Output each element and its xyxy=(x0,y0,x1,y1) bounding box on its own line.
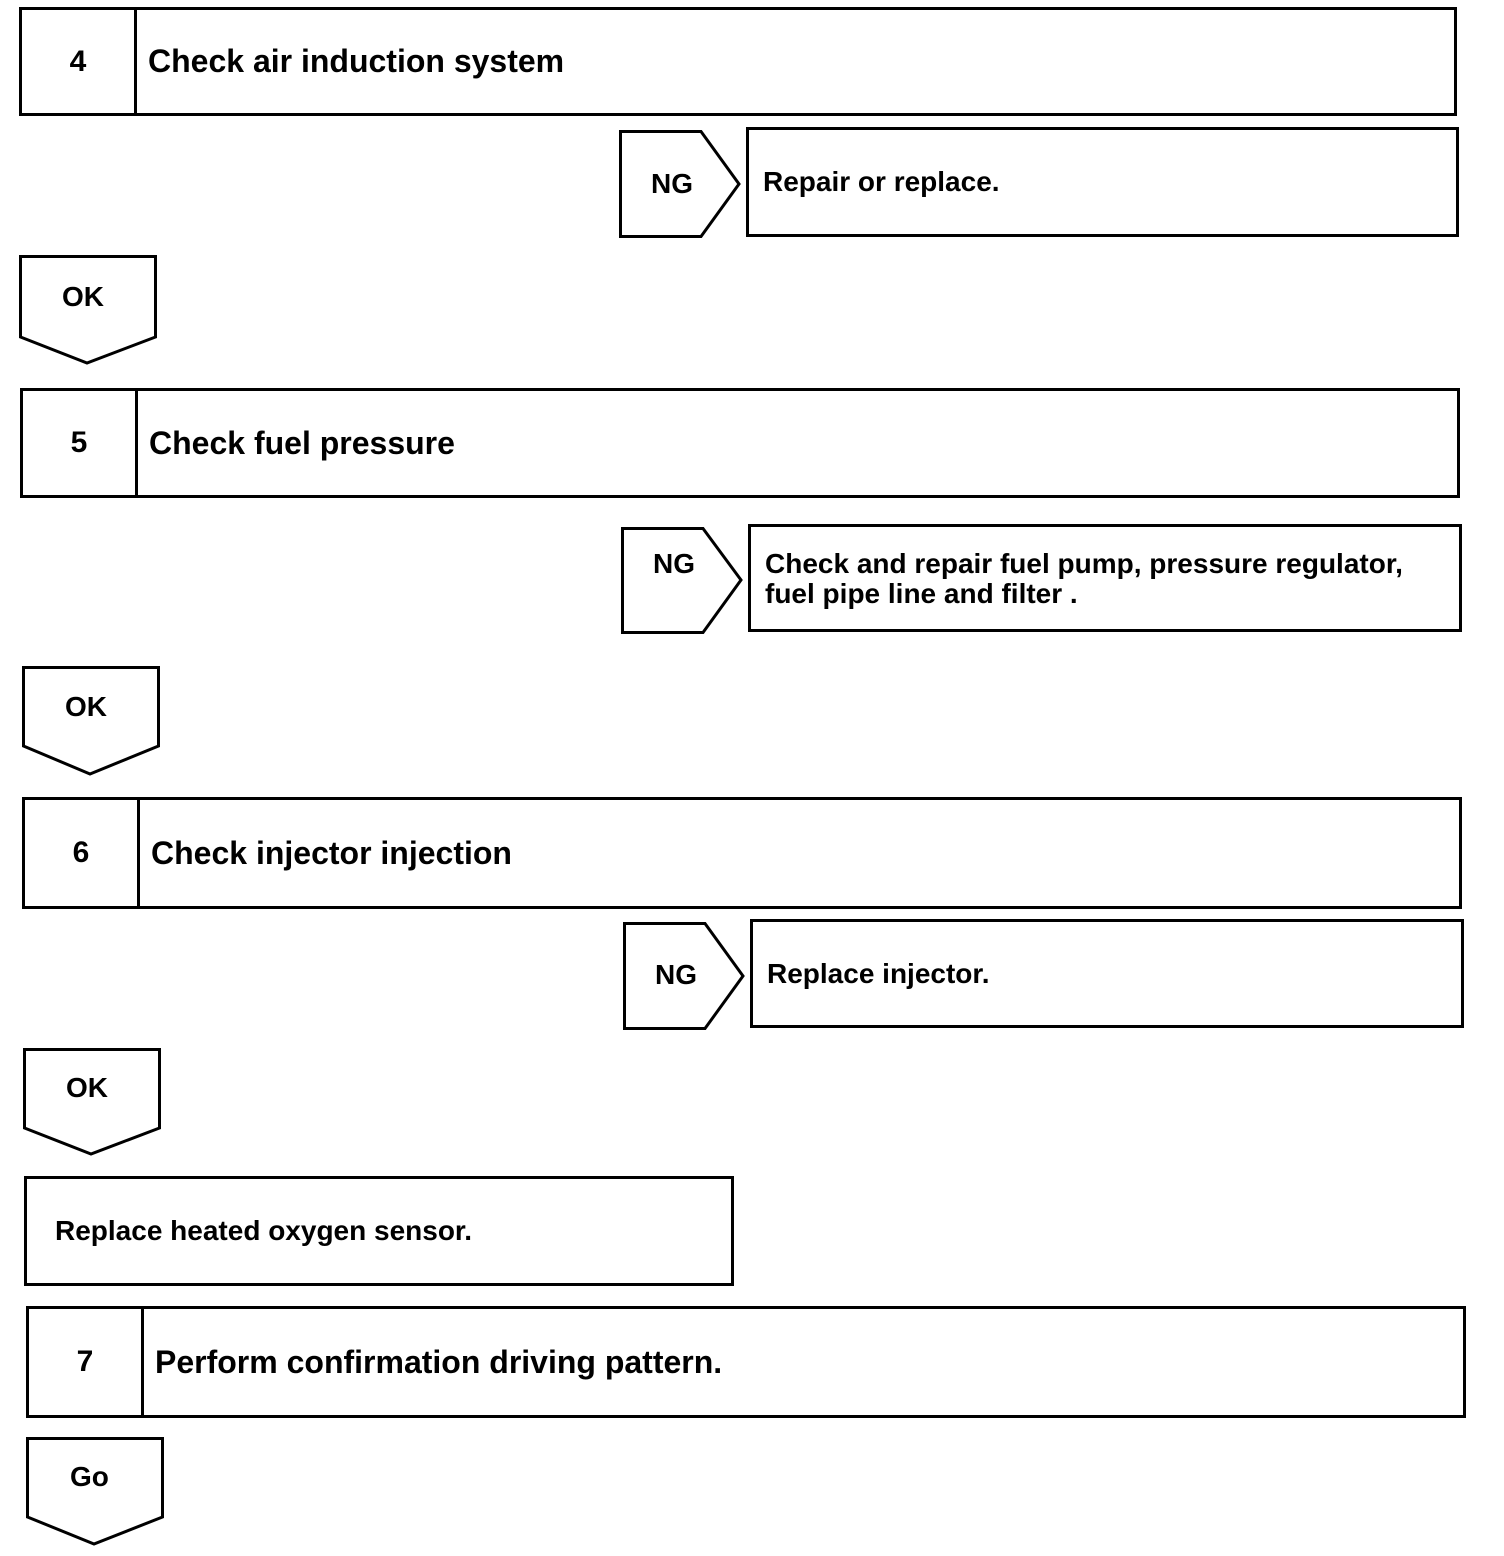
go-label: Go xyxy=(70,1461,109,1492)
ng-label: NG xyxy=(655,959,697,990)
step-number: 6 xyxy=(25,800,140,906)
step-4-box xyxy=(19,7,1457,116)
ok-label: OK xyxy=(65,691,107,722)
final-action-text: Replace heated oxygen sensor. xyxy=(55,1215,473,1246)
step-5-box xyxy=(20,388,1460,498)
step-number: 7 xyxy=(29,1309,144,1415)
ok-flag xyxy=(19,255,157,365)
ng-action-text: Check and repair fuel pump, pressure regulator, fuel pipe line and filter . xyxy=(765,548,1403,609)
step-number: 5 xyxy=(23,391,138,495)
step-title: Check injector injection xyxy=(151,834,512,871)
ok-flag xyxy=(23,1048,161,1156)
ng-flag xyxy=(623,922,745,1030)
ng-action-box xyxy=(746,127,1459,237)
step-title: Check fuel pressure xyxy=(149,424,455,461)
ok-label: OK xyxy=(62,281,104,312)
ng-action-text: Replace injector. xyxy=(767,957,990,989)
step-title: Perform confirmation driving pattern. xyxy=(155,1343,723,1380)
step-number: 4 xyxy=(22,10,137,113)
ng-action-box xyxy=(748,524,1462,632)
ng-label: NG xyxy=(651,168,693,199)
ng-label: NG xyxy=(653,548,695,579)
ng-action-box xyxy=(750,919,1464,1028)
ok-label: OK xyxy=(66,1072,108,1103)
step-7-box xyxy=(26,1306,1466,1418)
ng-flag xyxy=(621,527,743,634)
step-6-box xyxy=(22,797,1462,909)
final-action-box xyxy=(24,1176,734,1286)
ok-flag xyxy=(22,666,160,776)
ng-action-text: Repair or replace. xyxy=(763,166,1000,197)
ng-flag xyxy=(619,130,741,238)
go-flag xyxy=(26,1437,164,1547)
step-title: Check air induction system xyxy=(148,43,565,79)
